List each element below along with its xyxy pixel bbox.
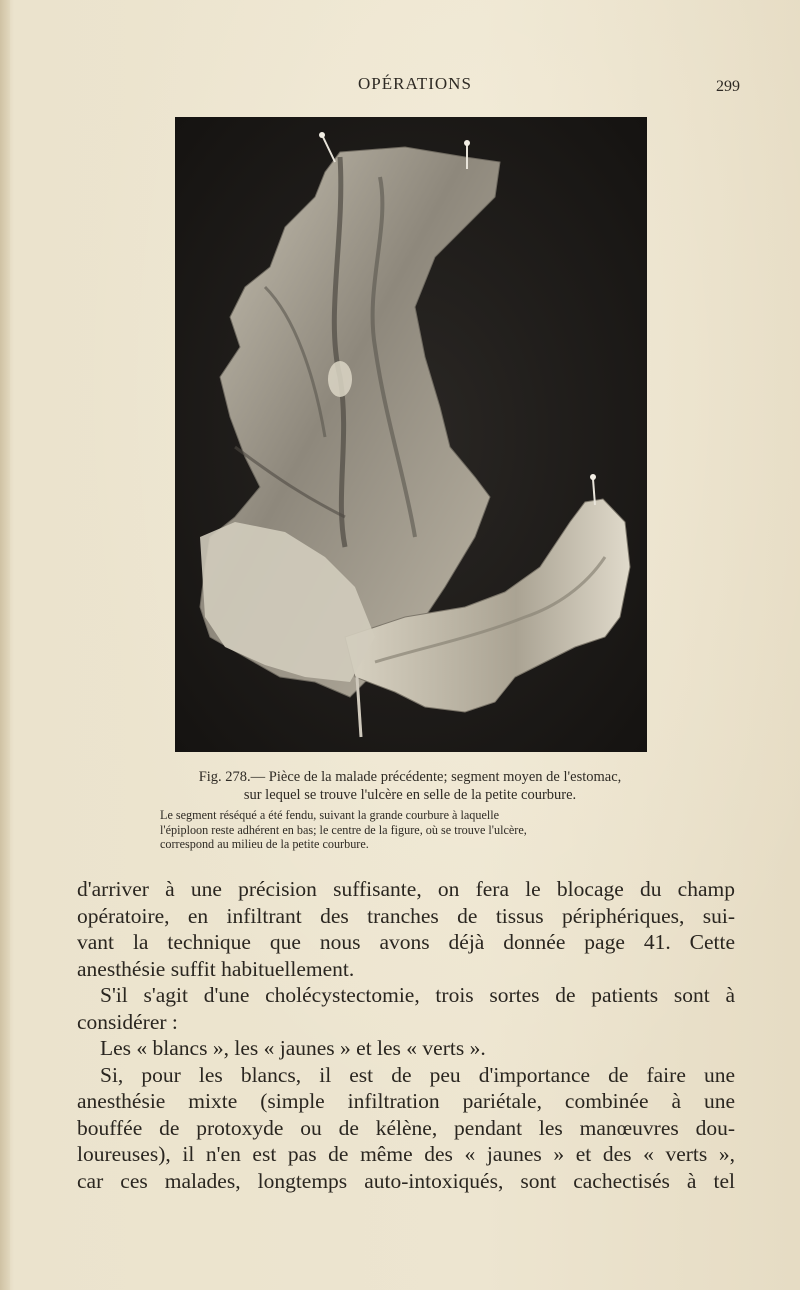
text-line: opératoire, en infiltrant des tranches de tissus périphériques, sui- — [77, 903, 735, 928]
specimen-photograph — [175, 117, 647, 752]
text-line: d'arriver à une précision suffisante, on fera le blocage du champ — [77, 877, 735, 901]
caption-note — [160, 808, 660, 852]
text-line: considérer : — [77, 1009, 178, 1034]
body-text — [77, 876, 735, 1194]
text-line: loureuses), il n'en est pas de même des « jaunes » et des « verts », — [77, 1142, 735, 1166]
running-head: OPÉRATIONS — [358, 74, 472, 93]
caption-title-line: Fig. 278.— Pièce de la malade précédente; segment moyen de l'estomac, — [198, 769, 622, 785]
page-binding-edge — [0, 0, 10, 1290]
caption-title — [160, 768, 660, 804]
caption-note-line: correspond au milieu de la petite courbure. — [160, 837, 369, 851]
caption-note-line: l'épiploon reste adhérent en bas; le centre de la figure, où se trouve l'ulcère, — [160, 822, 527, 837]
page-header — [0, 74, 800, 100]
text-line: Les « blancs », les « jaunes » et les « verts ». — [100, 1036, 486, 1060]
figure-caption — [160, 768, 660, 852]
text-line: car ces malades, longtemps auto-intoxiqués, sont cachectisés à tel — [77, 1168, 735, 1193]
page-number: 299 — [716, 78, 740, 95]
stomach-specimen-image — [175, 117, 647, 752]
caption-note-line: Le segment réséqué a été fendu, suivant la grande courbure à laquelle — [160, 808, 500, 822]
text-line: S'il s'agit d'une cholécystectomie, trois sortes de patients sont à — [100, 983, 735, 1007]
text-line: Si, pour les blancs, il est de peu d'importance de faire une — [100, 1062, 735, 1087]
text-line: bouffée de protoxyde ou de kélène, pendant les manœuvres dou- — [77, 1115, 735, 1140]
text-line: anesthésie mixte (simple infiltration pariétale, combinée à une — [77, 1089, 735, 1113]
text-line: vant la technique que nous avons déjà donnée page 41. Cette — [77, 930, 735, 954]
caption-title-line: sur lequel se trouve l'ulcère en selle de la petite courbure. — [243, 787, 577, 803]
text-line: anesthésie suffit habituellement. — [77, 956, 355, 981]
